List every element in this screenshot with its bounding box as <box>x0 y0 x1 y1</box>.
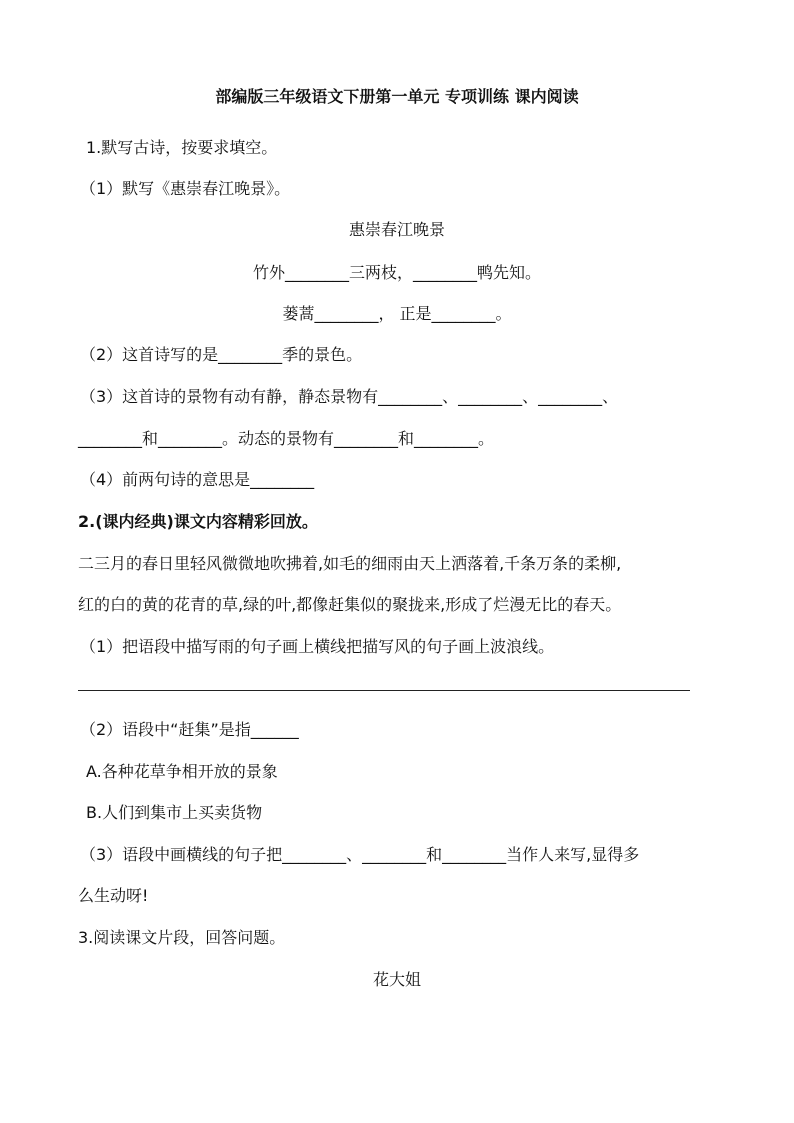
q1-sub2: （2）这首诗写的是________季的景色。 <box>80 345 363 364</box>
q2-passage-line1: 二三月的春日里轻风微微地吹拂着,如毛的细雨由天上洒落着,千条万条的柔柳, <box>78 554 622 573</box>
q3-passage-title: 花大姐 <box>372 970 421 989</box>
q2-option-b: B.人们到集市上买卖货物 <box>86 803 263 822</box>
q1-sub3-line1: （3）这首诗的景物有动有静，静态景物有________、________、________、 <box>80 387 619 406</box>
q2-option-a: A.各种花草争相开放的景象 <box>86 762 278 781</box>
q2-passage-line2: 红的白的黄的花青的草,绿的叶,都像赶集似的聚拢来,形成了烂漫无比的春天。 <box>78 595 622 614</box>
q3-heading: 3.阅读课文片段，回答问题。 <box>78 928 286 947</box>
q2-sub2: （2）语段中“赶集”是指______ <box>80 720 299 739</box>
q2-sub3-line1: （3）语段中画横线的句子把________、________和________当作人来写,显得多 <box>80 845 640 864</box>
q2-heading: 2.(课内经典)课文内容精彩回放。 <box>78 512 318 531</box>
q1-sub3-line2: ________和________。动态的景物有________和________。 <box>78 429 495 448</box>
answer-line <box>78 690 690 691</box>
q2-sub3-line2: 么生动呀! <box>78 886 149 905</box>
q1-sub4: （4）前两句诗的意思是________ <box>80 470 315 489</box>
q1-heading: 1.默写古诗，按要求填空。 <box>86 138 278 157</box>
poem-line-2: 蒌蒿________， 正是________。 <box>282 304 512 323</box>
poem-title: 惠崇春江晚景 <box>348 220 445 239</box>
page-title: 部编版三年级语文下册第一单元 专项训练 课内阅读 <box>215 87 579 106</box>
q1-sub1: （1）默写《惠崇春江晚景》。 <box>80 179 291 198</box>
poem-line-1: 竹外________三两枝，________鸭先知。 <box>252 263 541 282</box>
q2-sub1: （1）把语段中描写雨的句子画上横线把描写风的句子画上波浪线。 <box>80 637 555 656</box>
